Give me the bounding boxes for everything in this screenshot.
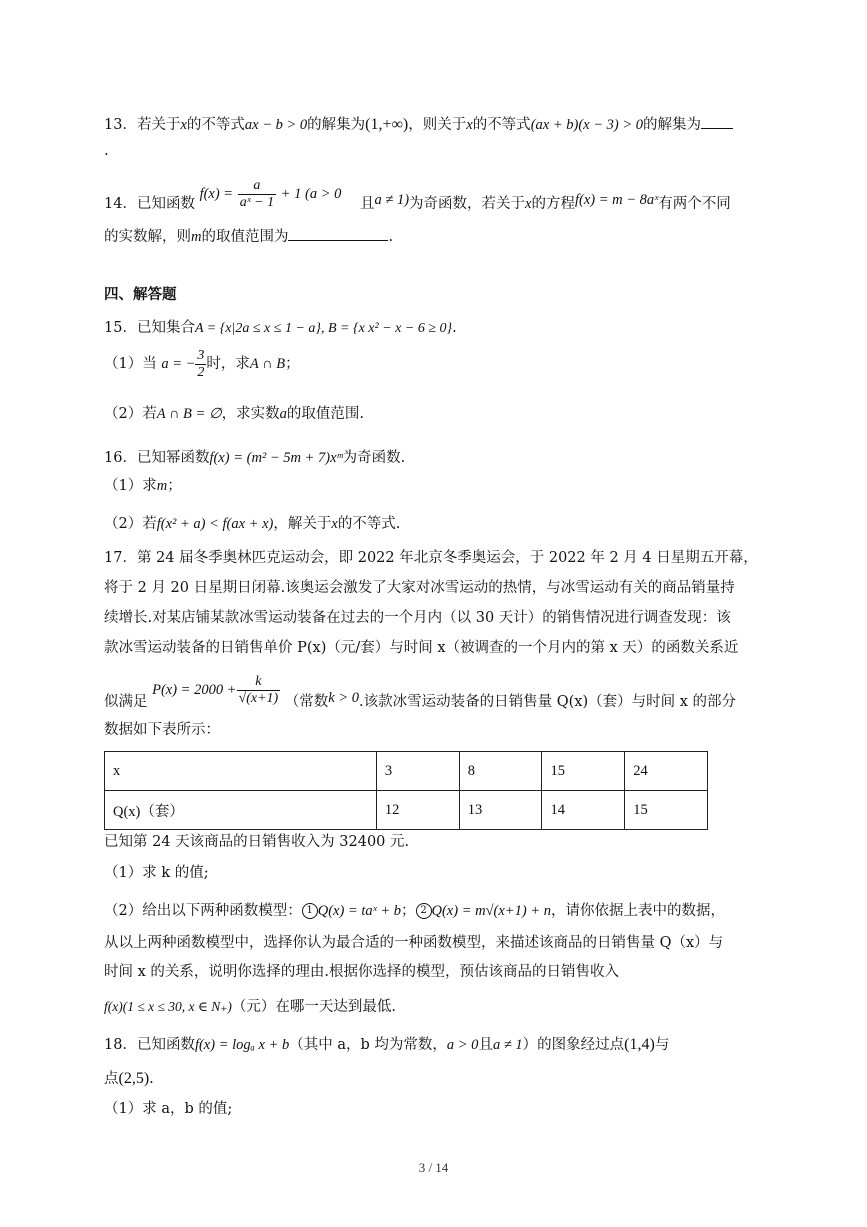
q18-period: . (149, 1071, 154, 1087)
q14-var-m: m (191, 229, 202, 245)
q14-suffix: 有两个不同 (658, 196, 731, 212)
q15-p2-expr: A ∩ B = ∅ (156, 406, 222, 422)
q15-p1-lhs: a = − (161, 356, 196, 372)
q17-model-1: Q(x) = taˣ + b (317, 903, 401, 919)
q13-solution-set: (1,+∞) (365, 116, 409, 133)
q16-var-x: x (331, 516, 338, 532)
q15-p1-b: 时，求 (206, 356, 250, 372)
q17-p2-line4-b: （元）在哪一天达到最低. (231, 999, 397, 1015)
q13-text-a: 13．若关于 (104, 117, 181, 133)
q14-cond2: a ≠ 1) (374, 192, 410, 208)
q16-p2-expr: f(x² + a) < f(ax + x) (156, 516, 274, 532)
q15-p2-a: （2）若 (104, 406, 157, 422)
q13-line2 (104, 140, 109, 162)
table-cell: 8 (459, 752, 542, 791)
q18-point-2: (2,5) (118, 1070, 150, 1087)
q17-after-table: 已知第 24 天该商品的日销售收入为 32400 元. (104, 834, 410, 850)
q18-mid: （其中 a，b 均为常数， (289, 1037, 447, 1053)
q15-suffix: . (452, 320, 457, 336)
section-heading: 四、解答题 (104, 287, 177, 303)
q17-k-cond: k > 0 (328, 690, 360, 706)
q14-fraction (238, 178, 276, 211)
q14-frac-num: a (238, 178, 276, 195)
q17-price-num: k (237, 674, 281, 691)
q14-answer-blank[interactable] (288, 226, 388, 241)
table-cell: 14 (542, 791, 625, 830)
q16-p1-b: ； (167, 478, 182, 494)
q16-part2 (104, 513, 400, 535)
q17-p2-b: ； (401, 903, 416, 919)
table-cell: 13 (459, 791, 542, 830)
q17-line6: 数据如下表所示： (104, 722, 220, 738)
q18-cond1: a > 0 (446, 1037, 479, 1053)
table-cell: Q(x)（套） (105, 791, 377, 830)
q16-p1-a: （1）求 (104, 478, 157, 494)
table-cell: 15 (625, 791, 708, 830)
q18-tail: 与 (654, 1037, 670, 1053)
q15-p1-a: （1）当 (104, 356, 157, 372)
q18-cond2: a ≠ 1 (492, 1037, 523, 1053)
q14-func-tail: + 1 (a > 0 (280, 186, 342, 202)
table-cell: x (105, 752, 377, 791)
q17-model-2: Q(x) = m√(x+1) + n (431, 903, 551, 919)
q16-p2-b: ，解关于 (273, 516, 332, 532)
circled-one-icon: 1 (302, 903, 318, 919)
q15-sets: A = {x|2a ≤ x ≤ 1 − a}, B = {x x² − x − 6 ≥ 0} (194, 321, 453, 336)
q18-prefix: 18．已知函数 (104, 1037, 195, 1053)
q17-line1: 17．第 24 届冬季奥林匹克运动会，即 2022 年北京冬季奥运会，于 2022 年 2 月 4 日星期五开幕， (104, 550, 758, 566)
q17-part2-line1 (104, 900, 725, 922)
table-cell: 15 (542, 752, 625, 791)
q14-line1 (104, 174, 731, 224)
q13-var-x-2: x (466, 117, 473, 133)
q15-p2-c: 的取值范围. (286, 406, 364, 422)
q17-price-fraction (237, 674, 281, 707)
q18-cond-and: 且 (478, 1037, 493, 1053)
q16-prefix: 16．已知幂函数 (104, 450, 210, 466)
table-cell: 3 (376, 752, 459, 791)
q13-text-f: 的解集为 (642, 117, 701, 133)
q14-line2-a: 的实数解，则 (104, 229, 191, 245)
table-cell: 12 (376, 791, 459, 830)
q14-var-x: x (525, 196, 532, 212)
q13-var-x: x (180, 117, 187, 133)
q14-func-lhs: f(x) = (199, 186, 234, 202)
q17-price-den: √(x+1) (238, 690, 279, 706)
q15-p1-expr: A ∩ B (249, 356, 286, 372)
q15-line1 (104, 317, 457, 340)
q14-frac-den: aˣ − 1 (239, 194, 275, 210)
q14-mid2: 的方程 (531, 196, 575, 212)
q13-inequality-1: ax − b > 0 (244, 117, 308, 133)
q17-revenue-expr: f(x)(1 ≤ x ≤ 30, x ∈ N₊) (104, 999, 232, 1014)
q18-point-1: (1,4) (624, 1036, 655, 1053)
q13-inequality-2: (ax + b)(x − 3) > 0 (530, 117, 643, 133)
q18-line2-a: 点 (104, 1071, 119, 1087)
q15-part2 (104, 403, 364, 425)
q18-mid2: ）的图象经过点 (522, 1037, 625, 1053)
q16-p2-c: 的不等式. (337, 516, 401, 532)
circled-two-icon: 2 (416, 903, 432, 919)
q17-line5-c: .该款冰雪运动装备的日销售量 Q(x)（套）与时间 x 的部分 (359, 694, 737, 710)
q14-period: . (388, 229, 394, 245)
q17-price-lhs: P(x) = 2000 + (152, 682, 237, 698)
q15-p1-fraction (195, 348, 206, 381)
q17-line2: 将于 2 月 20 日星期日闭幕.该奥运会激发了大家对冰雪运动的热情，与冰雪运动有关的商品销量持 (104, 580, 735, 596)
q14-cond: 且 (359, 196, 375, 212)
q17-part2-line2: 从以上两种函数模型中，选择你认为最合适的一种函数模型，来描述该商品的日销售量 Q（x）与 (104, 935, 724, 951)
q17-line5 (104, 668, 736, 724)
q14-mid: 为奇函数，若关于 (409, 196, 526, 212)
q18-line1 (104, 1034, 669, 1056)
table-row (105, 752, 708, 791)
q17-part1: （1）求 k 的值; (104, 865, 209, 881)
q14-prefix: 14．已知函数 (104, 196, 195, 212)
q17-p2-a: （2）给出以下两种函数模型： (104, 903, 302, 919)
q13-period: . (104, 143, 109, 159)
page-number: 3 / 14 (418, 1160, 449, 1175)
q17-line5-b: （常数 (284, 694, 329, 710)
q13-text-c: 的解集为 (307, 117, 366, 133)
q14-equation: f(x) = m − 8aˣ (574, 192, 659, 208)
q13-line1 (104, 114, 733, 136)
q15-p2-b: ，求实数 (221, 406, 280, 422)
q17-p2-c: ，请你依据上表中的数据， (550, 903, 725, 919)
q15-p1-den: 2 (197, 364, 205, 380)
q14-line2 (104, 226, 393, 248)
q17-data-table (104, 751, 708, 830)
q18-func: f(x) = logₐ x + b (194, 1037, 290, 1053)
q17-part2-line3: 时间 x 的关系，说明你选择的理由.根据你选择的模型，预估该商品的日销售收入 (104, 964, 620, 980)
q13-text-d: ，则关于 (408, 117, 467, 133)
q16-var-m: m (156, 478, 168, 494)
q18-part1: （1）求 a，b 的值; (104, 1101, 233, 1117)
table-row (105, 791, 708, 830)
q14-line2-b: 的取值范围为 (201, 229, 289, 245)
q16-line1 (104, 447, 405, 469)
q17-line4: 款冰雪运动装备的日销售单价 P(x)（元/套）与时间 x（被调查的一个月内的第 x 天）的函数关系近 (104, 640, 739, 656)
q15-p1-num: 3 (197, 347, 205, 363)
q17-line3: 续增长.对某店铺某款冰雪运动装备在过去的一个月内（以 30 天计）的销售情况进行调查发现：该 (104, 610, 731, 626)
q15-p1-c: ； (285, 356, 300, 372)
q16-func: f(x) = (m² − 5m + 7)xᵐ (209, 450, 343, 466)
q16-suffix: 为奇函数. (342, 450, 406, 466)
q15-var-a: a (279, 406, 287, 422)
q16-p2-a: （2）若 (104, 516, 157, 532)
q18-line2 (104, 1068, 154, 1090)
q15-prefix: 15．已知集合 (104, 320, 195, 336)
q17-part2-line4 (104, 996, 396, 1018)
q13-text-e: 的不等式 (472, 117, 531, 133)
q17-line5-a: 似满足 (104, 694, 148, 710)
q13-answer-blank[interactable] (701, 114, 733, 129)
table-cell: 24 (625, 752, 708, 791)
q16-part1 (104, 475, 182, 497)
q15-part1 (104, 346, 300, 382)
q13-text-b: 的不等式 (186, 117, 245, 133)
